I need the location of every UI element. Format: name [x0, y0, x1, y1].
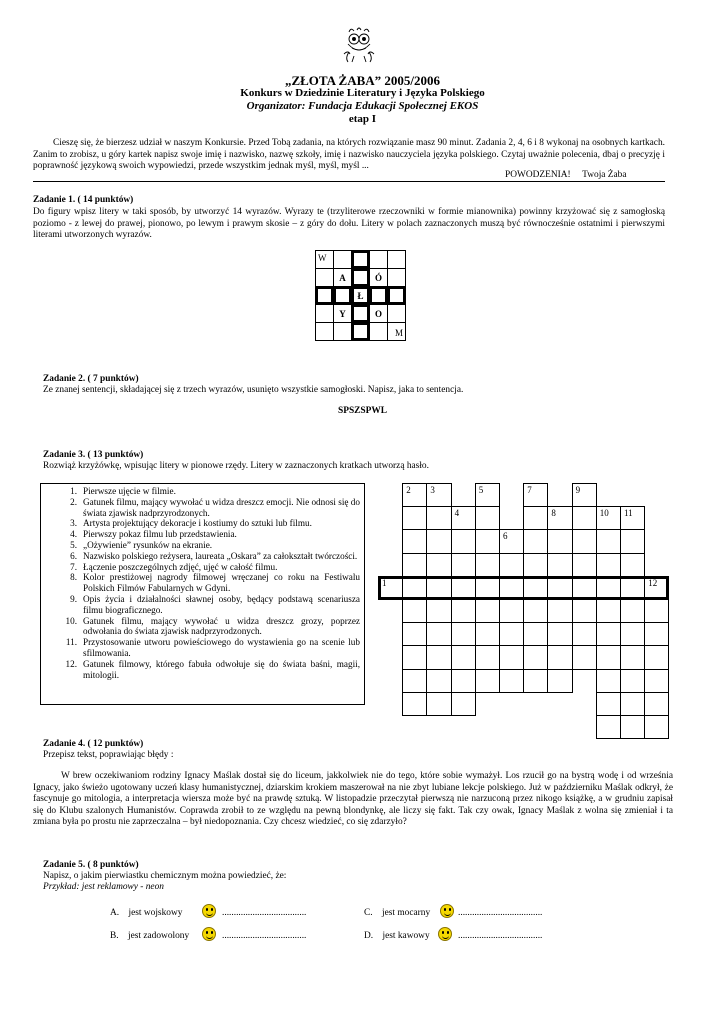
- crossword-cell[interactable]: [523, 506, 548, 530]
- crossword-cell[interactable]: [547, 506, 572, 530]
- crossword-cell[interactable]: [451, 692, 476, 716]
- task5-item-c: [364, 908, 584, 920]
- crossword-cell[interactable]: [475, 483, 500, 507]
- smiley-icon: [438, 927, 452, 941]
- clue-text: „Ożywienie” rysunków na ekranie.: [83, 539, 213, 550]
- crossword-cell[interactable]: [426, 599, 451, 623]
- crossword-cell[interactable]: [499, 645, 524, 669]
- grid1-cell[interactable]: [315, 304, 334, 323]
- crossword-cell[interactable]: [572, 506, 597, 530]
- crossword-cell[interactable]: [644, 715, 669, 739]
- grid1-letter: W: [318, 253, 327, 263]
- answer-line[interactable]: ....................................: [458, 931, 543, 941]
- answer-line[interactable]: ....................................: [222, 931, 307, 941]
- crossword-cell[interactable]: [426, 622, 451, 646]
- task5-item-b: [110, 931, 330, 943]
- task3-clues: [40, 483, 365, 705]
- clue-text: Opis życia i działalności sławnej osoby, będący podstawą scenariusza filmu biograficznego.: [83, 593, 360, 615]
- clue-number: 5.: [70, 539, 77, 550]
- grid1-cell[interactable]: [369, 268, 388, 287]
- grid1-cell[interactable]: [387, 286, 406, 305]
- stage: etap I: [348, 113, 377, 125]
- clue-number: 2.: [70, 496, 77, 507]
- clue-item: [41, 572, 360, 594]
- clue-item: [41, 529, 360, 540]
- crossword-cell[interactable]: [596, 599, 621, 623]
- crossword-number: 4: [454, 508, 460, 519]
- task4-instruction: Przepisz tekst, poprawiając błędy :: [43, 750, 174, 760]
- task5-example: Przykład: jest reklamowy - neon: [43, 882, 164, 892]
- crossword-cell[interactable]: [402, 669, 427, 693]
- crossword-cell[interactable]: [475, 506, 500, 530]
- crossword-cell[interactable]: [620, 645, 645, 669]
- item-text: jest zadowolony: [127, 931, 190, 941]
- clue-number: 6.: [70, 550, 77, 561]
- crossword-number: 12: [648, 577, 658, 588]
- crossword-cell[interactable]: [402, 553, 427, 577]
- grid1-cell[interactable]: [387, 304, 406, 323]
- crossword-cell[interactable]: [547, 599, 572, 623]
- crossword-number: 10: [599, 508, 609, 519]
- task5-item-a: [110, 908, 330, 920]
- grid1-cell[interactable]: [369, 286, 388, 305]
- crossword-cell[interactable]: [451, 669, 476, 693]
- crossword-cell[interactable]: [451, 599, 476, 623]
- task5-instruction: Napisz, o jakim pierwiastku chemicznym można powiedzieć, że:: [43, 871, 287, 881]
- intro-signoff: POWODZENIA! Twoja Żaba: [505, 170, 627, 180]
- grid1-cell[interactable]: [369, 322, 388, 341]
- smiley-icon: [202, 927, 216, 941]
- crossword-cell[interactable]: [426, 692, 451, 716]
- grid1-cell[interactable]: [351, 268, 370, 287]
- crossword-number: 1: [382, 577, 387, 588]
- clue-number: 12.: [65, 658, 77, 669]
- clue-number: 3.: [70, 518, 77, 529]
- clue-number: 10.: [65, 615, 77, 626]
- crossword-cell[interactable]: [402, 599, 427, 623]
- clue-text: Gatunek filmu, mający wywołać u widza dreszcz emocji. Nie odnosi się do świata zjawisk nadprzyrodzonych.: [83, 496, 360, 518]
- grid1-letter: Ó: [374, 272, 382, 283]
- contest-subtitle: Konkurs w Dziedzinie Literatury i Języka Polskiego: [240, 87, 485, 99]
- clue-item: [41, 497, 360, 519]
- crossword-cell[interactable]: [499, 529, 524, 553]
- crossword-cell[interactable]: [572, 483, 597, 507]
- crossword-cell[interactable]: [644, 645, 669, 669]
- crossword-cell[interactable]: [499, 599, 524, 623]
- smiley-icon: [440, 904, 454, 918]
- crossword-cell[interactable]: [451, 645, 476, 669]
- grid1-cell[interactable]: [333, 304, 352, 323]
- smiley-icon: [202, 904, 216, 918]
- crossword-cell[interactable]: [547, 669, 572, 693]
- task5-heading: Zadanie 5. ( 8 punktów): [43, 860, 139, 870]
- crossword-cell[interactable]: [523, 645, 548, 669]
- grid1-cell[interactable]: [369, 304, 388, 323]
- task2-code: SPSZSPWL: [338, 406, 387, 416]
- crossword-cell[interactable]: [547, 529, 572, 553]
- clue-item: [41, 594, 360, 616]
- crossword-cell[interactable]: [620, 506, 645, 530]
- crossword-cell[interactable]: [402, 645, 427, 669]
- task2-heading: Zadanie 2. ( 7 punktów): [43, 374, 139, 384]
- crossword-cell[interactable]: [572, 553, 597, 577]
- clue-text: Gatunek filmowy, którego fabuła odwołuje się do świata baśni, magii, mitologii.: [83, 658, 360, 680]
- crossword-cell[interactable]: [596, 692, 621, 716]
- intro-text: Cieszę się, że bierzesz udział w naszym Konkursie. Przed Tobą zadania, na których rozwiązanie masz 90 minut. Zadania 2, 4, 6 i 8 wykonaj na osobnych kartkach. Zanim to zrobisz, u góry kartek napisz swoje imię i nazwisko, nazwę szkoły, imię i nazwisko nauczyciela języka polskiego. Czytaj uważnie polecenia, dbaj o precyzję i poprawność językową swoich wypowiedzi, przede wszystkim jednak myśl, myśl, myśl ...: [33, 138, 665, 172]
- crossword-cell[interactable]: [596, 553, 621, 577]
- task5-item-d: [364, 931, 584, 943]
- crossword-cell[interactable]: [523, 622, 548, 646]
- divider: [33, 181, 665, 182]
- task1-text: Do figury wpisz litery w taki sposób, by utworzyć 14 wyrazów. Wyrazy te (trzyliterowe rzeczowniki w formie mianownika) powinny krzyżować się z samogłoską poziomo - z lewej do prawej, pionowo, po lewym i prawym skosie – z góry do dołu. Litery w polach zaznaczonych muszą być równocześnie ostatnimi i pierwszymi literami utworzonych wyrazów.: [33, 207, 665, 241]
- frog-logo-icon: [340, 26, 378, 64]
- crossword-cell[interactable]: [475, 669, 500, 693]
- clue-number: 11.: [65, 637, 77, 648]
- crossword-cell[interactable]: [451, 553, 476, 577]
- crossword-cell[interactable]: [596, 529, 621, 553]
- clue-text: Gatunek filmu, mający wywołać u widza dreszcz grozy, poprzez odwołania do świata zjawisk nadprzyrodzonych.: [83, 615, 360, 637]
- crossword-number: 9: [575, 485, 581, 495]
- grid1-cell[interactable]: [333, 268, 352, 287]
- crossword-number: 7: [527, 485, 532, 495]
- crossword-number: 8: [551, 508, 556, 519]
- crossword-cell[interactable]: [596, 506, 621, 530]
- grid1-cell[interactable]: [333, 250, 352, 269]
- crossword-number: 6: [503, 531, 508, 542]
- grid1-cell[interactable]: [387, 268, 406, 287]
- crossword-cell[interactable]: [402, 692, 427, 716]
- crossword-cell[interactable]: [475, 529, 500, 553]
- grid1-cell[interactable]: [333, 286, 352, 305]
- crossword-cell[interactable]: [523, 599, 548, 623]
- clue-item: [41, 486, 360, 497]
- answer-line[interactable]: ....................................: [458, 908, 543, 918]
- crossword-cell[interactable]: [475, 645, 500, 669]
- grid1-cell[interactable]: [315, 286, 334, 305]
- clue-number: 4.: [70, 529, 77, 540]
- crossword-cell[interactable]: [596, 645, 621, 669]
- answer-line[interactable]: ....................................: [222, 908, 307, 918]
- crossword-cell[interactable]: [572, 645, 597, 669]
- clue-number: 8.: [70, 572, 77, 583]
- crossword-cell[interactable]: [547, 553, 572, 577]
- crossword-cell[interactable]: [402, 622, 427, 646]
- task3-heading: Zadanie 3. ( 13 punktów): [43, 450, 144, 460]
- item-text: jest wojskowy: [128, 908, 183, 918]
- crossword-cell[interactable]: [475, 622, 500, 646]
- crossword-cell[interactable]: [402, 483, 427, 507]
- grid1-cell[interactable]: [351, 250, 370, 269]
- grid1-cell[interactable]: [369, 250, 388, 269]
- item-text: jest kawowy: [382, 931, 430, 941]
- crossword-cell[interactable]: [644, 669, 669, 693]
- crossword-cell[interactable]: [426, 645, 451, 669]
- item-letter: B.: [110, 931, 119, 941]
- grid1-cell[interactable]: [315, 268, 334, 287]
- grid1-letter: Y: [339, 308, 346, 319]
- grid1-letter: M: [394, 328, 403, 338]
- crossword-number: 3: [430, 485, 435, 495]
- clue-text: Łączenie poszczególnych zdjęć, ujęć w całość filmu.: [83, 561, 278, 572]
- crossword-cell[interactable]: [523, 669, 548, 693]
- clue-item: [41, 616, 360, 638]
- crossword-number: 11: [624, 508, 633, 519]
- crossword-cell[interactable]: [475, 599, 500, 623]
- clue-item: [41, 518, 360, 529]
- clue-item: [41, 551, 360, 562]
- crossword-cell[interactable]: [620, 715, 645, 739]
- clue-item: [41, 562, 360, 573]
- crossword-cell[interactable]: [426, 483, 451, 507]
- crossword-cell[interactable]: [426, 669, 451, 693]
- organizer: Organizator: Fundacja Edukacji Społecznej EKOS: [246, 100, 479, 112]
- crossword-cell[interactable]: [426, 529, 451, 553]
- clue-text: Nazwisko polskiego reżysera, laureata „Oskara” za całokształt twórczości.: [83, 550, 358, 561]
- crossword-cell[interactable]: [523, 483, 548, 507]
- clue-text: Artysta projektujący dekoracje i kostiumy do sztuki lub filmu.: [83, 518, 312, 529]
- clue-text: Przystosowanie utworu powieściowego do wystawienia go na scenie lub sfilmowania.: [83, 637, 360, 658]
- grid1-letter: Ł: [357, 290, 364, 301]
- crossword-cell[interactable]: [620, 553, 645, 577]
- task3-text: Rozwiąż krzyżówkę, wpisując litery w pionowe rzędy. Litery w zaznaczonych kratkach utworzą hasło.: [43, 461, 429, 471]
- crossword-cell[interactable]: [402, 506, 427, 530]
- crossword-number: 5: [478, 485, 484, 495]
- crossword-cell[interactable]: [451, 506, 476, 530]
- crossword-cell[interactable]: [596, 622, 621, 646]
- grid1-cell[interactable]: [387, 322, 406, 341]
- grid1-cell[interactable]: [351, 286, 370, 305]
- grid1-cell[interactable]: [333, 322, 352, 341]
- item-text: jest mocarny: [381, 908, 431, 918]
- grid1-letter: O: [374, 308, 382, 319]
- crossword-number: 2: [406, 485, 411, 495]
- crossword-cell[interactable]: [547, 645, 572, 669]
- password-row: [378, 576, 669, 600]
- task4-text: W brew oczekiwaniom rodziny Ignacy Maślak dostał się do liceum, jakkolwiek nie do tego, które sobie wymażył. Los rzucił go na bystrą wodę i od września Ignacy, jako świeżo ugotowany uczeń klasy humanistycznej, dziarskim krokiem maszerował na nie zbyt lubiane lekcje polskiego. Już w październiku Maślak odkrył, że fascynuje go mitologia, a interpretacja wiersza może być na prawdę sztuką. W listopadzie przeczytał pierwszą nie narzuconą przez nikogo książkę, a w grudniu zapisał się do Klubu szalonych Humanistów. Coprawda zrobił to ze względu na pewną blondynkę, ale liczy się fakt. Tak czy owak, Ignacy Maślak z wolna się zmieniał i ta zmiana była po prostu nie zaprzeczalna – był niedopoznania. Czy chcesz wiedzieć, co się zdarzyło?: [33, 771, 673, 828]
- task1-grid: [315, 250, 405, 340]
- clue-text: Pierwsze ujęcie w filmie.: [83, 486, 176, 496]
- clue-item: [41, 637, 360, 659]
- crossword-cell[interactable]: [620, 622, 645, 646]
- crossword-cell[interactable]: [572, 599, 597, 623]
- contest-title: „ZŁOTA ŻABA” 2005/2006: [284, 73, 441, 88]
- crossword-cell[interactable]: [620, 529, 645, 553]
- item-letter: A.: [110, 908, 120, 918]
- task3-crossword: [378, 483, 670, 728]
- grid1-cell[interactable]: [351, 322, 370, 341]
- crossword-cell[interactable]: [644, 622, 669, 646]
- crossword-cell[interactable]: [475, 553, 500, 577]
- clue-number: 7.: [70, 561, 77, 572]
- clue-number: 1.: [70, 486, 77, 496]
- crossword-cell[interactable]: [499, 669, 524, 693]
- crossword-cell[interactable]: [620, 599, 645, 623]
- clue-item: [41, 540, 360, 551]
- crossword-cell[interactable]: [596, 669, 621, 693]
- crossword-cell[interactable]: [451, 529, 476, 553]
- crossword-cell[interactable]: [523, 553, 548, 577]
- item-letter: C.: [364, 908, 373, 918]
- crossword-cell[interactable]: [620, 669, 645, 693]
- crossword-cell[interactable]: [523, 529, 548, 553]
- crossword-cell[interactable]: [644, 692, 669, 716]
- crossword-cell[interactable]: [572, 622, 597, 646]
- crossword-cell[interactable]: [426, 506, 451, 530]
- crossword-cell[interactable]: [596, 715, 621, 739]
- crossword-cell[interactable]: [620, 692, 645, 716]
- grid1-letter: A: [339, 272, 346, 283]
- crossword-cell[interactable]: [644, 599, 669, 623]
- crossword-cell[interactable]: [572, 529, 597, 553]
- crossword-cell[interactable]: [451, 622, 476, 646]
- crossword-cell[interactable]: [547, 622, 572, 646]
- grid1-cell[interactable]: [387, 250, 406, 269]
- task1-heading: Zadanie 1. ( 14 punktów): [33, 195, 134, 205]
- grid1-cell[interactable]: [315, 250, 334, 269]
- clue-text: Kolor prestiżowej nagrody filmowej wręczanej co roku na Festiwalu Polskich Filmów Fabularnych w Gdyni.: [83, 572, 360, 594]
- crossword-cell[interactable]: [426, 553, 451, 577]
- grid1-cell[interactable]: [351, 304, 370, 323]
- clue-number: 9.: [70, 593, 77, 604]
- clue-text: Pierwszy pokaz filmu lub przedstawienia.: [83, 529, 237, 540]
- crossword-cell[interactable]: [499, 622, 524, 646]
- grid1-cell[interactable]: [315, 322, 334, 341]
- crossword-cell[interactable]: [402, 529, 427, 553]
- task4-heading: Zadanie 4. ( 12 punktów): [43, 739, 144, 749]
- task2-text: Ze znanej sentencji, składającej się z trzech wyrazów, usunięto wszystkie samogłoski. Napisz, jaka to sentencja.: [43, 385, 464, 395]
- item-letter: D.: [364, 931, 374, 941]
- crossword-cell[interactable]: [499, 553, 524, 577]
- clue-item: [41, 659, 360, 681]
